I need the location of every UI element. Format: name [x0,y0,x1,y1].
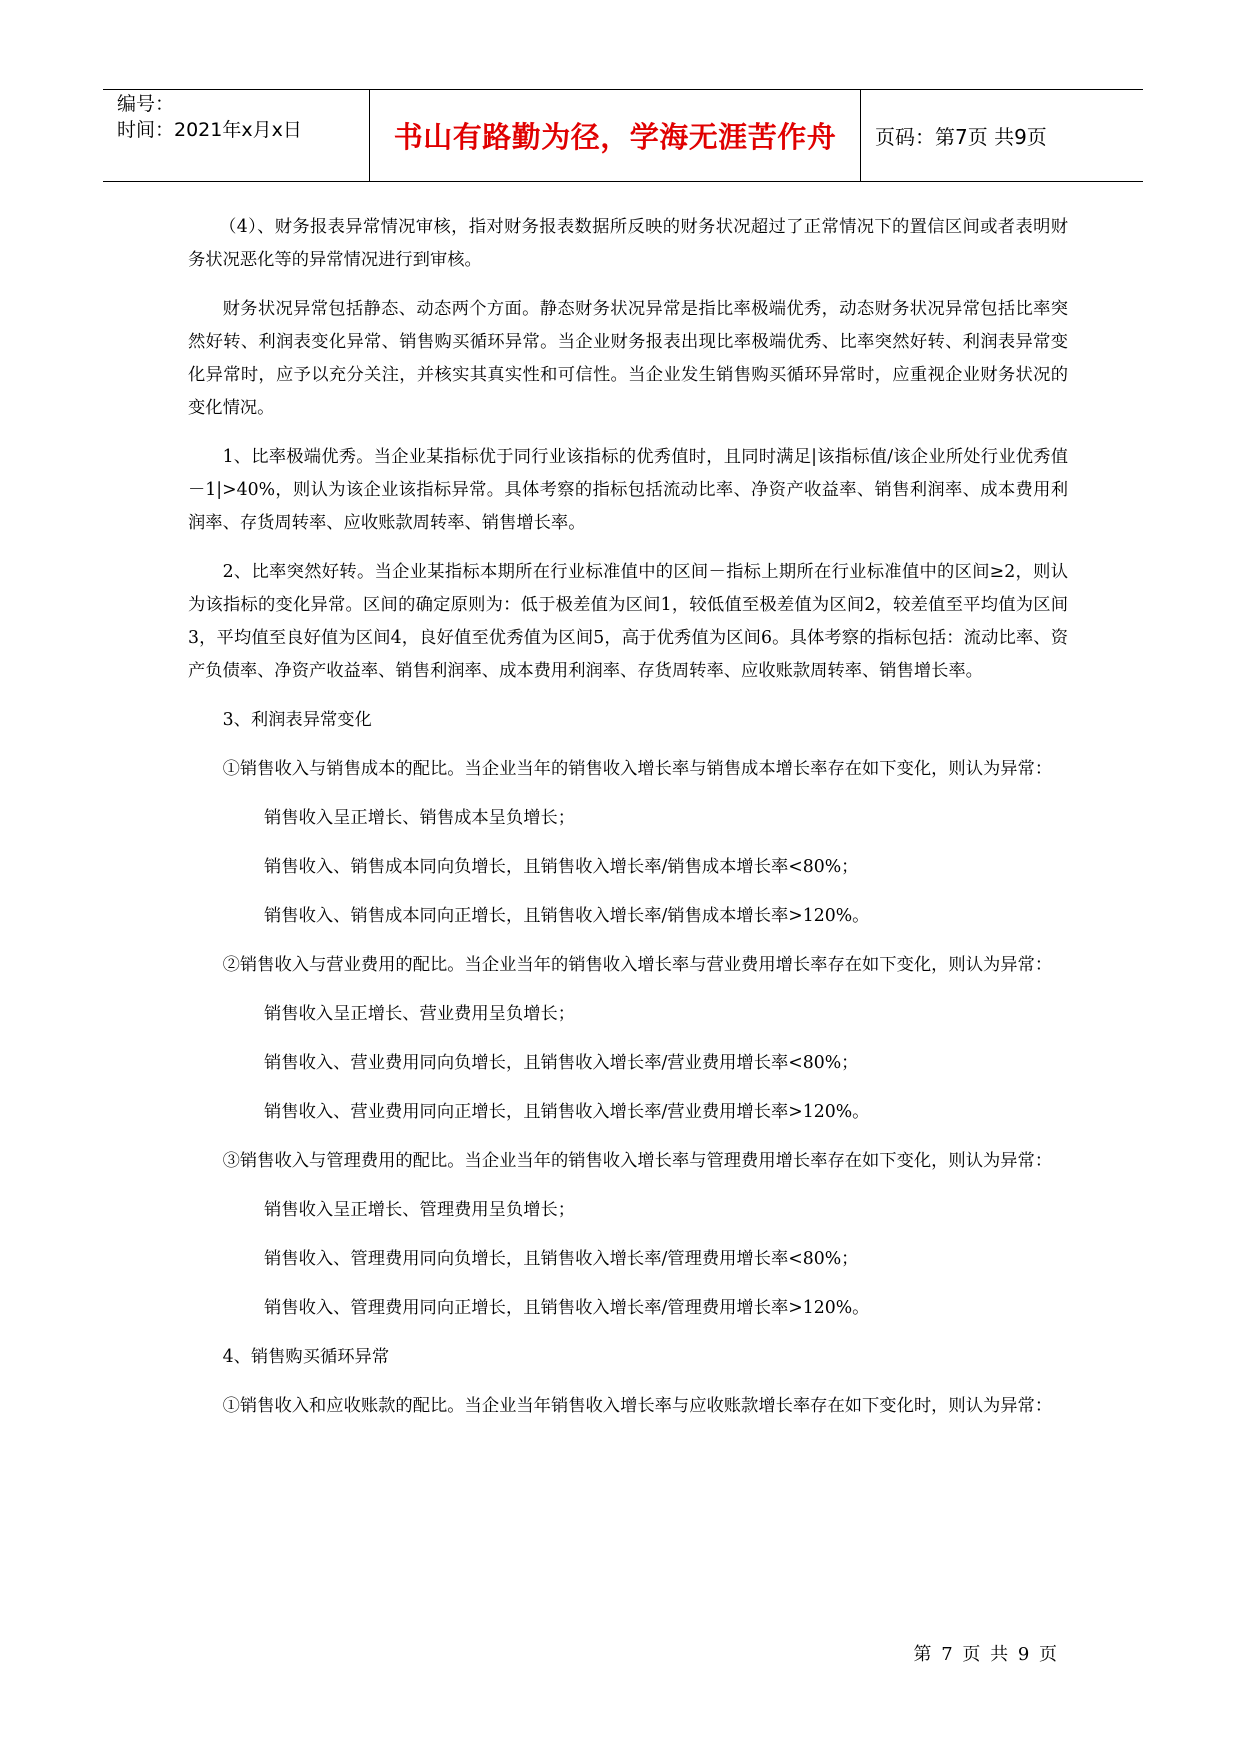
section-heading: 4、销售购买循环异常 [222,1347,390,1367]
paragraph: （4）、财务报表异常情况审核，指对财务报表数据所反映的财务状况超过了正常情况下的置信区间或者表明财务状况恶化等的异常情况进行到审核。 [188,217,1068,270]
list-item: 销售收入、管理费用同向正增长，且销售收入增长率/管理费用增长率>120%。 [264,1298,870,1318]
paragraph: 1、比率极端优秀。当企业某指标优于同行业该指标的优秀值时，且同时满足|该指标值/该企业所处行业优秀值－1|>40%，则认为该企业该指标异常。具体考察的指标包括流动比率、净资产收益率、销售利润率、成本费用利润率、存货周转率、应收账款周转率、销售增长率。 [188,447,1068,533]
list-item: 销售收入、销售成本同向负增长，且销售收入增长率/销售成本增长率<80%； [264,857,859,877]
header-motto-cell [369,90,861,181]
paragraph: ①销售收入和应收账款的配比。当企业当年销售收入增长率与应收账款增长率存在如下变化时，则认为异常： [222,1396,1053,1416]
list-item: 销售收入、销售成本同向正增长，且销售收入增长率/销售成本增长率>120%。 [264,906,870,926]
header-page-code: 页码：第7页 共9页 [875,125,1047,149]
header-page-cell [861,90,1143,181]
list-item: 销售收入、管理费用同向负增长，且销售收入增长率/管理费用增长率<80%； [264,1249,859,1269]
document-time-label: 时间：2021年x月x日 [117,119,302,141]
list-item: 销售收入呈正增长、营业费用呈负增长； [264,1004,576,1024]
paragraph: ①销售收入与销售成本的配比。当企业当年的销售收入增长率与销售成本增长率存在如下变化，则认为异常： [222,759,1053,779]
paragraph: ②销售收入与营业费用的配比。当企业当年的销售收入增长率与营业费用增长率存在如下变化，则认为异常： [222,955,1053,975]
header-motto: 书山有路勤为径，学海无涯苦作舟 [393,120,837,154]
paragraph: 财务状况异常包括静态、动态两个方面。静态财务状况异常是指比率极端优秀，动态财务状况异常包括比率突然好转、利润表变化异常、销售购买循环异常。当企业财务报表出现比率极端优秀、比率突然好转、利润表异常变化异常时，应予以充分关注，并核实其真实性和可信性。当企业发生销售购买循环异常时，应重视企业财务状况的变化情况。 [188,299,1068,418]
list-item: 销售收入、营业费用同向正增长，且销售收入增长率/营业费用增长率>120%。 [264,1102,870,1122]
page-footer: 第 7 页 共 9 页 [913,1644,1059,1665]
page-header [103,89,1143,182]
header-info-cell [103,90,369,181]
list-item: 销售收入、营业费用同向负增长，且销售收入增长率/营业费用增长率<80%； [264,1053,859,1073]
list-item: 销售收入呈正增长、销售成本呈负增长； [264,808,576,828]
list-item: 销售收入呈正增长、管理费用呈负增长； [264,1200,576,1220]
document-body [188,211,1068,1439]
paragraph: ③销售收入与管理费用的配比。当企业当年的销售收入增长率与管理费用增长率存在如下变化，则认为异常： [222,1151,1053,1171]
paragraph: 2、比率突然好转。当企业某指标本期所在行业标准值中的区间－指标上期所在行业标准值中的区间≥2，则认为该指标的变化异常。区间的确定原则为：低于极差值为区间1，较低值至极差值为区间2，较差值至平均值为区间3，平均值至良好值为区间4，良好值至优秀值为区间5，高于优秀值为区间6。具体考察的指标包括：流动比率、资产负债率、净资产收益率、销售利润率、成本费用利润率、存货周转率、应收账款周转率、销售增长率。 [188,562,1068,681]
document-number-label: 编号： [117,93,175,115]
section-heading: 3、利润表异常变化 [222,710,372,730]
